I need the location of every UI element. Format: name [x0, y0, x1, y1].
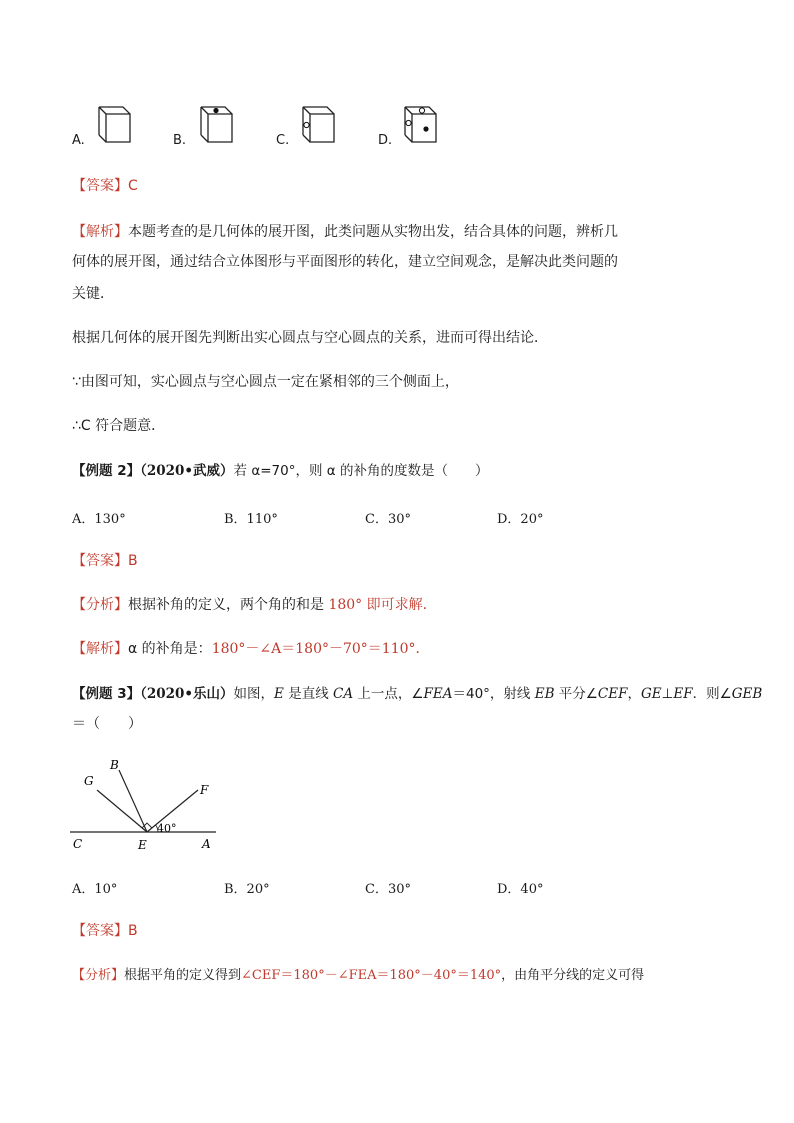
- ex1-paragraph-2: ∵由图可知，实心圆点与空心圆点一定在紧相邻的三个侧面上，: [72, 374, 459, 390]
- option-b-label[interactable]: B.: [173, 133, 187, 148]
- ex2-option-d[interactable]: D．20°: [497, 512, 544, 527]
- ex2-jiexi-red: 180°－∠A＝180°－70°＝110°．: [211, 641, 430, 657]
- ex3-q-text: ，: [627, 686, 641, 702]
- ex3-q-line-ca: CA: [333, 686, 354, 702]
- ex3-q-ray-ge: GE: [640, 686, 662, 702]
- ex1-answer: [72, 176, 138, 196]
- ex3-q-text: 如图，: [233, 686, 275, 702]
- ex1-analysis-tag: 【解析】: [72, 224, 128, 240]
- ex1-answer-tag: 【答案】: [72, 178, 128, 194]
- ex3-fenxi-tag: 【分析】: [72, 968, 125, 983]
- label-f: F: [200, 783, 209, 797]
- ex1-analysis-text-1: 本题考查的是几何体的展开图，此类问题从实物出发，结合具体的问题，辨析几: [128, 224, 618, 240]
- label-c: C: [73, 837, 83, 851]
- ex3-q-text: ．则∠: [692, 686, 732, 702]
- ex2-fenxi-red: 180° 即可求解.: [328, 597, 428, 613]
- ex3-option-b[interactable]: B．20°: [224, 882, 270, 897]
- cube-a-icon: [96, 102, 136, 146]
- ex3-source: （2020•乐山）: [140, 686, 234, 702]
- ex2-tag: 【例题 2】: [72, 463, 141, 479]
- ex3-q-text: ⊥: [661, 686, 674, 702]
- ex3-q-text: 上一点，∠: [353, 686, 424, 702]
- ex1-paragraph-3: ∴C 符合题意．: [72, 418, 166, 434]
- ex2-jiexi: [72, 639, 430, 659]
- ex2-fenxi-text: 根据补角的定义，两个角的和是: [128, 597, 329, 613]
- ex3-q-angle-geb: GEB: [731, 686, 763, 702]
- ex2-fenxi-tag: 【分析】: [72, 597, 128, 613]
- ex3-fenxi-text-c: ，由角平分线的定义可得: [501, 968, 645, 983]
- ray-eg: [97, 790, 147, 832]
- ex3-answer-tag: 【答案】: [72, 923, 128, 939]
- ex3-answer-value: B: [128, 923, 138, 939]
- ex3-q-ray-ef: EF: [673, 686, 693, 702]
- label-e: E: [138, 838, 147, 852]
- ex3-q-angle-fea: FEA: [423, 686, 453, 702]
- ray-eb: [119, 770, 147, 832]
- label-b: B: [110, 758, 119, 772]
- label-g: G: [84, 774, 94, 788]
- label-a: A: [202, 837, 211, 851]
- cube-c-icon: [300, 102, 340, 146]
- ex1-paragraph-1: 根据几何体的展开图先判断出实心圆点与空心圆点的关系，进而可得出结论．: [72, 330, 548, 346]
- ex2-jiexi-text: α 的补角是：: [128, 641, 212, 657]
- ex3-q-point-e: E: [274, 686, 284, 702]
- ex3-option-c[interactable]: C．30°: [365, 882, 411, 897]
- ex2-source: （2020•武威）: [140, 463, 234, 479]
- ex2-option-c[interactable]: C．30°: [365, 512, 411, 527]
- ex2-question-text: 若 α=70°，则 α 的补角的度数是（ ）: [233, 463, 489, 479]
- cube-d-icon: [402, 102, 442, 146]
- ex1-analysis-line-2: 何体的展开图，通过结合立体图形与平面图形的转化，建立空间观念，是解决此类问题的: [72, 254, 618, 270]
- ex3-answer: [72, 921, 138, 941]
- ex1-analysis-line-3: 关键．: [72, 286, 114, 302]
- ex2-question: [72, 461, 488, 481]
- ex2-option-a[interactable]: A．130°: [72, 512, 126, 527]
- ex3-q-text: 是直线: [283, 686, 333, 702]
- option-c-label[interactable]: C.: [276, 133, 290, 148]
- ex3-fenxi-text-a: 根据平角的定义得到: [124, 968, 242, 983]
- ex2-fenxi: [72, 595, 427, 615]
- ex3-fenxi: [72, 966, 644, 986]
- ex3-fenxi-red: ∠CEF＝180°－∠FEA＝180°－40°＝140°: [241, 968, 502, 983]
- ex3-q-ray-eb: EB: [534, 686, 555, 702]
- ex3-q-text: ＝40°，射线: [452, 686, 535, 702]
- ex3-option-a[interactable]: A．10°: [72, 882, 118, 897]
- cube-b-icon: [198, 102, 238, 146]
- ex3-geometry-figure: [68, 752, 228, 856]
- ex2-option-b[interactable]: B．110°: [224, 512, 278, 527]
- ex1-answer-value: C: [128, 178, 138, 194]
- ex2-answer-tag: 【答案】: [72, 553, 128, 569]
- ex3-question-line-2: ＝（ ）: [72, 716, 142, 732]
- ex3-tag: 【例题 3】: [72, 686, 141, 702]
- ex3-option-d[interactable]: D．40°: [497, 882, 544, 897]
- ex3-q-angle-cef: CEF: [597, 686, 628, 702]
- ex2-jiexi-tag: 【解析】: [72, 641, 128, 657]
- ex3-q-text: 平分∠: [554, 686, 598, 702]
- label-angle-40: 40°: [157, 822, 177, 835]
- ex1-analysis-line-1: [72, 222, 618, 242]
- option-d-label[interactable]: D.: [378, 133, 393, 148]
- ex2-answer-value: B: [128, 553, 138, 569]
- option-a-label[interactable]: A.: [72, 133, 85, 148]
- ex2-answer: [72, 551, 138, 571]
- ex3-question-line-1: [72, 684, 762, 704]
